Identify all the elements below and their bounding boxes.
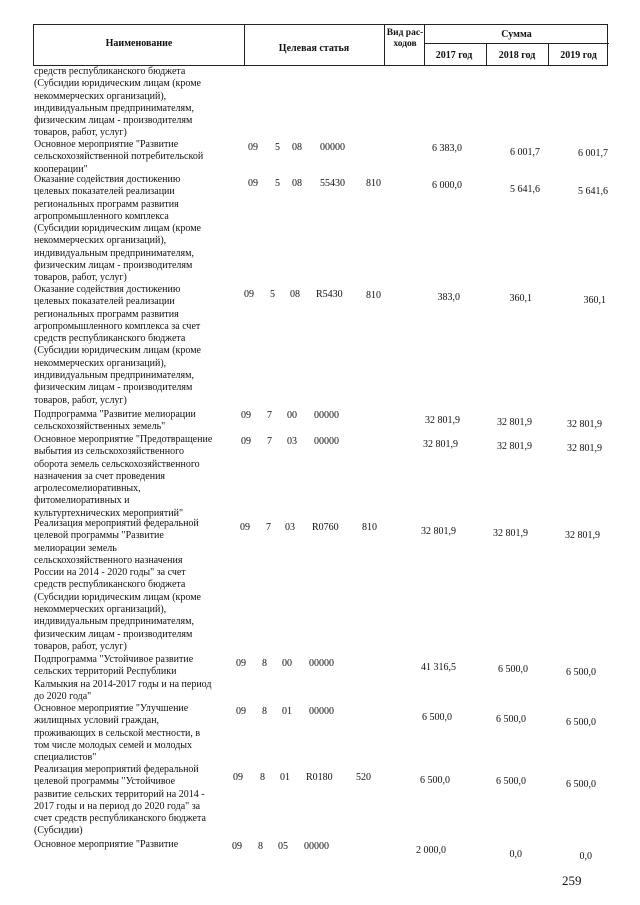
row-type: 520: [356, 772, 371, 783]
row-name: Оказание содействия достижению целевых показателей реализации региональных программ развития агропромышленного комплекса (Субсидии юридическим лицам (кроме некоммерческих организаций), индивидуальным предпринимателям, физическим лицам - производителям товаров, работ, услуг): [34, 174, 201, 284]
row-code-a: 09: [240, 522, 250, 533]
header-sum: Сумма: [501, 29, 532, 40]
row-sum-2017: 6 383,0: [432, 143, 462, 154]
row-sum-2019: 5 641,6: [578, 186, 608, 197]
row-code-d: 00000: [304, 841, 329, 852]
row-code-d: 00000: [309, 658, 334, 669]
row-sum-2018: 6 500,0: [496, 776, 526, 787]
row-sum-2019: 0,0: [579, 851, 592, 862]
header-divider: [424, 43, 609, 44]
row-sum-2018: 360,1: [509, 293, 532, 304]
row-name: Основное мероприятие "Развитие: [34, 839, 179, 850]
row-sum-2018: 32 801,9: [497, 417, 532, 428]
row-sum-2017: 6 500,0: [422, 712, 452, 723]
row-code-a: 09: [233, 772, 243, 783]
row-sum-2018: 32 801,9: [497, 441, 532, 452]
header-2019: 2019 год: [560, 50, 597, 61]
row-sum-2018: 32 801,9: [493, 528, 528, 539]
row-sum-2017: 32 801,9: [425, 415, 460, 426]
row-code-a: 09: [241, 410, 251, 421]
header-2018: 2018 год: [498, 50, 536, 61]
row-code-a: 09: [244, 289, 254, 300]
page-number: 259: [562, 873, 582, 888]
row-sum-2019: 32 801,9: [565, 530, 600, 541]
row-code-b: 8: [258, 841, 263, 852]
row-code-d: 00000: [309, 706, 334, 717]
row-code-b: 5: [275, 142, 280, 153]
table-header: [33, 24, 608, 66]
row-code-d: 00000: [314, 410, 339, 421]
row-code-a: 09: [236, 706, 246, 717]
header-article: Целевая статья: [278, 43, 350, 54]
row-sum-2018: 6 001,7: [510, 147, 540, 158]
row-code-a: 09: [232, 841, 242, 852]
header-2017: 2017 год: [435, 50, 473, 61]
row-name: Реализация мероприятий федеральной целевой программы "Развитие мелиорации земель сельскохозяйственного назначения России на 2014 - 2020 годы" за счет средств республиканского бюджета (Субсидии юридическим лицам (кроме некоммерческих организаций), индивидуальным предпринимателям, физическим лицам - производителям товаров, работ, услуг): [34, 518, 201, 652]
row-code-b: 7: [267, 410, 272, 421]
row-sum-2017: 41 316,5: [421, 662, 456, 673]
row-code-b: 7: [266, 522, 271, 533]
row-code-d: 00000: [314, 436, 339, 447]
row-code-a: 09: [241, 436, 251, 447]
row-code-a: 09: [248, 178, 258, 189]
row-sum-2019: 32 801,9: [567, 419, 602, 430]
row-name: Подпрограмма "Устойчивое развитие сельских территорий Республики Калмыкия на 2014-2017 годы и на период до 2020 года": [34, 654, 212, 702]
row-name: Основное мероприятие "Развитие сельскохозяйственной потребительской кооперации": [34, 139, 204, 175]
row-sum-2019: 6 500,0: [566, 717, 596, 728]
row-type: 810: [362, 522, 377, 533]
row-code-c: 01: [282, 706, 292, 717]
row-code-a: 09: [236, 658, 246, 669]
row-code-d: 55430: [320, 178, 345, 189]
row-code-b: 5: [270, 289, 275, 300]
row-sum-2017: 32 801,9: [421, 526, 456, 537]
row-sum-2018: 5 641,6: [510, 184, 540, 195]
row-sum-2019: 6 500,0: [566, 667, 596, 678]
row-sum-2018: 6 500,0: [496, 714, 526, 725]
row-code-c: 01: [280, 772, 290, 783]
header-divider: [384, 25, 385, 65]
row-name: Реализация мероприятий федеральной целевой программы "Устойчивое развитие сельских территорий на 2014 - 2017 годы и на период до 2020 года" за счет средств республиканского бюджета (Субсидии): [34, 764, 206, 837]
row-code-d: R5430: [316, 289, 343, 300]
row-name: Основное мероприятие "Предотвращение выбытия из сельскохозяйственного оборота земель сельскохозяйственного назначения за счет проведения агролесомелиоративных, фитомелиоративных и культуртехнических мероприятий": [34, 434, 213, 519]
row-type: 810: [366, 290, 381, 301]
row-sum-2019: 6 500,0: [566, 779, 596, 790]
row-code-c: 03: [285, 522, 295, 533]
row-code-c: 08: [292, 142, 302, 153]
row-type: 810: [366, 178, 381, 189]
row-code-c: 08: [290, 289, 300, 300]
row-sum-2017: 383,0: [437, 292, 460, 303]
row-code-b: 8: [260, 772, 265, 783]
row-sum-2019: 6 001,7: [578, 148, 608, 159]
row-code-b: 7: [267, 436, 272, 447]
row-code-b: 8: [262, 706, 267, 717]
row-sum-2017: 2 000,0: [416, 845, 446, 856]
continuation-text: средств республиканского бюджета (Субсидии юридическим лицам (кроме некоммерческих организаций), индивидуальным предпринимателям, физическим лицам - производителям товаров, работ, услуг): [34, 66, 201, 139]
header-type: Вид рас-ходов: [386, 28, 424, 49]
row-name: Основное мероприятие "Улучшение жилищных условий граждан, проживающих в сельской местности, в том числе молодых семей и молодых специалистов": [34, 703, 201, 764]
row-sum-2017: 6 000,0: [432, 180, 462, 191]
row-code-b: 5: [275, 178, 280, 189]
row-sum-2018: 6 500,0: [498, 664, 528, 675]
row-code-c: 08: [292, 178, 302, 189]
row-code-d: R0180: [306, 772, 333, 783]
row-code-d: 00000: [320, 142, 345, 153]
row-sum-2019: 360,1: [583, 295, 606, 306]
row-sum-2019: 32 801,9: [567, 443, 602, 454]
row-sum-2017: 6 500,0: [420, 775, 450, 786]
row-code-a: 09: [248, 142, 258, 153]
row-code-c: 00: [287, 410, 297, 421]
header-name: Наименование: [105, 38, 173, 49]
row-sum-2018: 0,0: [509, 849, 522, 860]
row-name: Подпрограмма "Развитие мелиорации сельскохозяйственных земель": [34, 409, 196, 433]
row-code-c: 03: [287, 436, 297, 447]
row-sum-2017: 32 801,9: [423, 439, 458, 450]
row-code-d: R0760: [312, 522, 339, 533]
row-code-c: 05: [278, 841, 288, 852]
row-code-b: 8: [262, 658, 267, 669]
row-name: Оказание содействия достижению целевых показателей реализации региональных программ развития агропромышленного комплекса за счет средств республиканского бюджета (Субсидии юридическим лицам (кроме некоммерческих организаций), индивидуальным предпринимателям, физическим лицам - производителям товаров, работ, услуг): [34, 284, 201, 406]
row-code-c: 00: [282, 658, 292, 669]
